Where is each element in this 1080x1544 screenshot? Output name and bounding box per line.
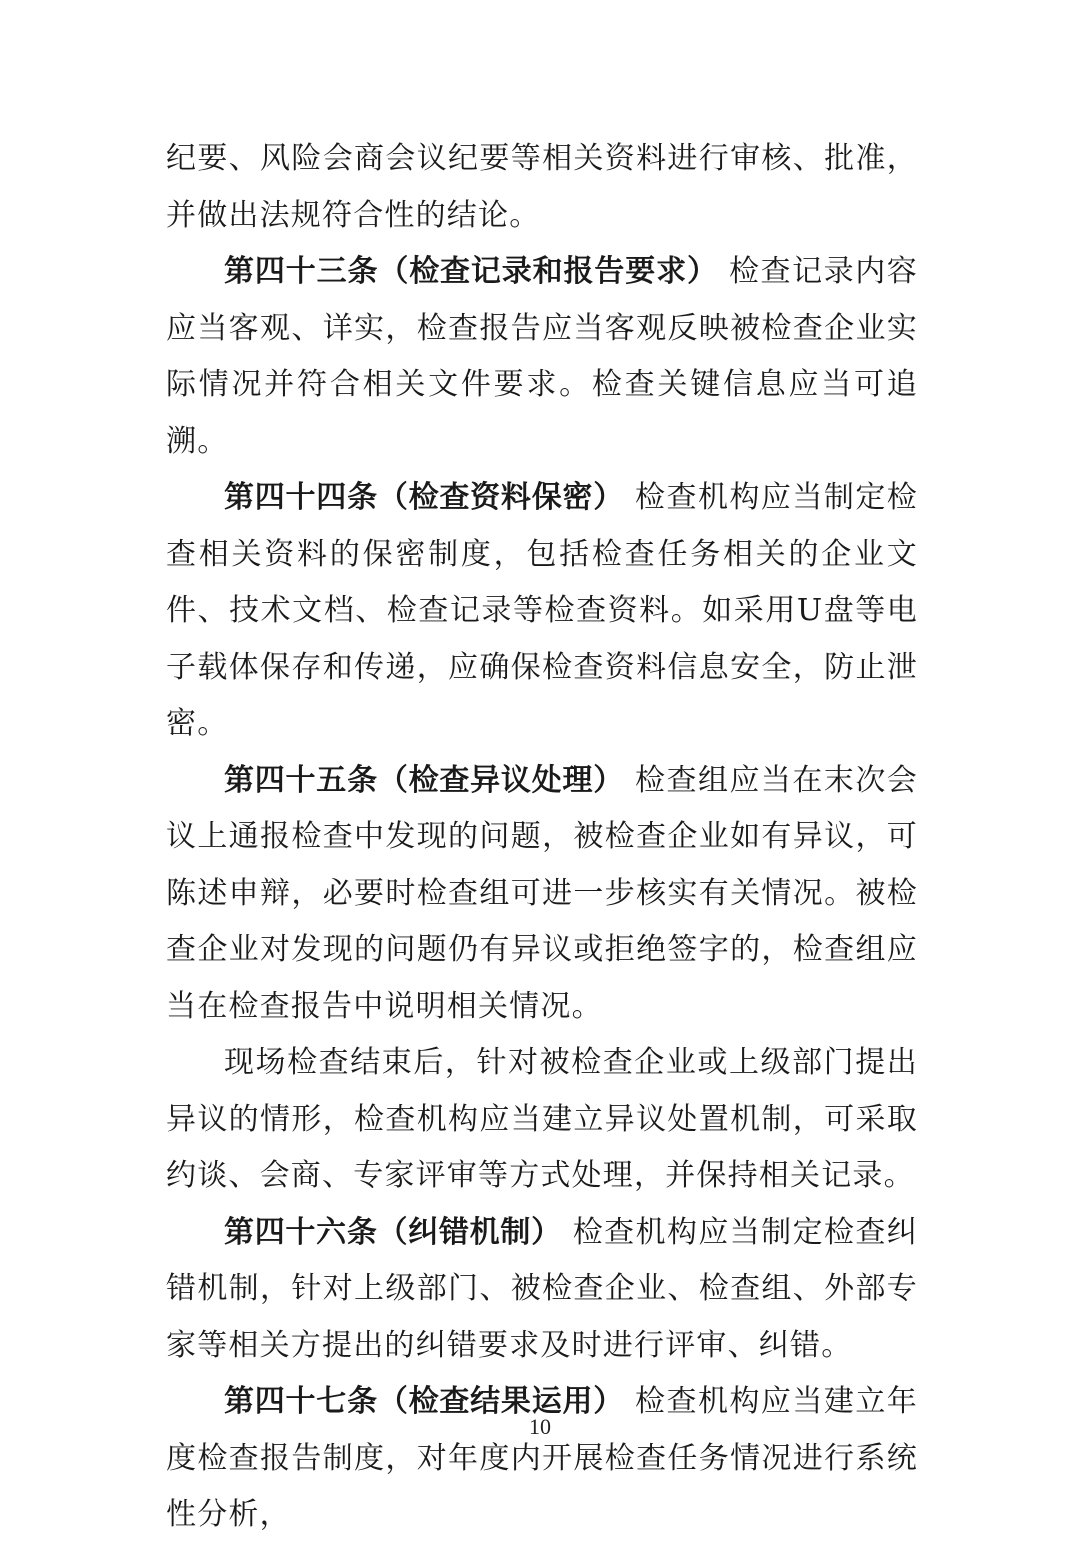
article-heading: 第四十三条（检查记录和报告要求） (224, 254, 718, 289)
article-45-supplement (166, 1035, 918, 1205)
article-heading: 第四十六条（纠错机制） (224, 1214, 562, 1250)
article-heading: 第四十七条（检查结果运用） (224, 1384, 625, 1419)
article-text: 检查机构应当建立年度检查报告制度，对年度内开展检查任务情况进行系统性分析， (166, 1384, 918, 1532)
article-44 (166, 470, 918, 753)
document-body (166, 131, 918, 1544)
article-45 (166, 753, 918, 1036)
paragraph-text: 现场检查结束后，针对被检查企业或上级部门提出异议的情形，检查机构应当建立异议处置机制，可采取约谈、会商、专家评审等方式处理，并保持相关记录。 (166, 1045, 918, 1193)
article-text: 检查机构应当制定检查纠错机制，针对上级部门、被检查企业、检查组、外部专家等相关方提出的纠错要求及时进行评审、纠错。 (166, 1214, 919, 1363)
article-text: 检查记录内容应当客观、详实，检查报告应当客观反映被检查企业实际情况并符合相关文件要求。检查关键信息应当可追溯。 (166, 254, 918, 459)
article-heading: 第四十五条（检查异议处理） (224, 762, 625, 798)
paragraph-continuation (166, 131, 918, 244)
article-46 (166, 1205, 918, 1375)
article-text: 检查组应当在末次会议上通报检查中发现的问题，被检查企业如有异议，可陈述申辩，必要时检查组可进一步核实有关情况。被检查企业对发现的问题仍有异议或拒绝签字的，检查组应当在检查报告中说明相关情况。 (166, 762, 918, 1024)
article-text: 检查机构应当制定检查相关资料的保密制度，包括检查任务相关的企业文件、技术文档、检查记录等检查资料。如采用U盘等电子载体保存和传递，应确保检查资料信息安全，防止泄密。 (166, 480, 918, 741)
page-number: 10 (529, 1414, 551, 1439)
paragraph-text: 纪要、风险会商会议纪要等相关资料进行审核、批准，并做出法规符合性的结论。 (166, 141, 918, 233)
article-heading: 第四十四条（检查资料保密） (224, 480, 625, 515)
article-43 (166, 244, 918, 470)
article-47 (166, 1374, 918, 1544)
